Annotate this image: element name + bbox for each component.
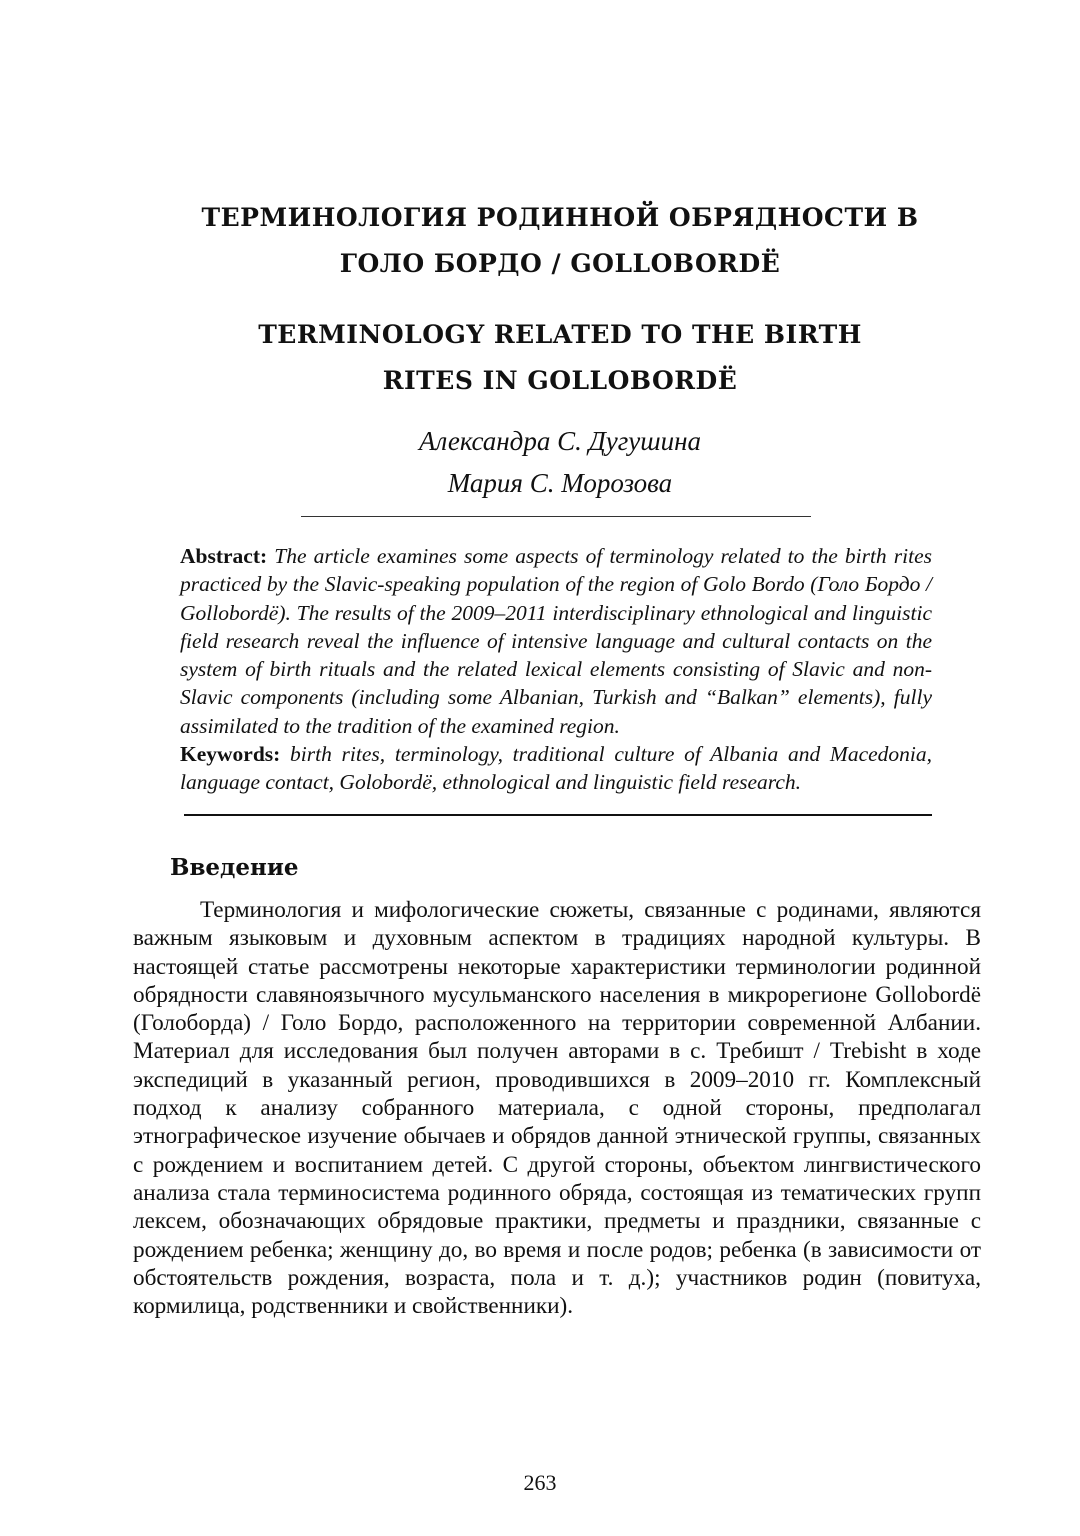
abstract-text: The article examines some aspects of terminology related to the birth rites practiced by the Slavic-speaking population of the region of Golo Bordo (Голо Бордо / Gollobordë). The results of the 2009–2011 interdisciplinary ethnological and linguistic field research reveal the influence of intensive language and cultural contacts on the system of birth rituals and the related lexical elements consisting of Slavic and non-Slavic components (including some Albanian, Turkish and “Balkan” elements), fully assimilated to the tradition of the examined region. bbox=[180, 544, 932, 738]
title-english-line-2: RITES IN GOLLOBORDË bbox=[382, 366, 738, 395]
keywords-text: birth rites, terminology, traditional culture of Albania and Macedonia, language contact, Golobordë, ethnological and linguistic field research. bbox=[180, 742, 932, 795]
abstract-divider bbox=[184, 814, 932, 816]
abstract-paragraph bbox=[180, 542, 932, 740]
section-heading: Введение bbox=[170, 854, 299, 881]
page-number: 263 bbox=[523, 1470, 557, 1495]
author-list bbox=[120, 420, 1000, 504]
abstract-block bbox=[180, 542, 932, 797]
title-russian-line-2: ГОЛО БОРДО / GOLLOBORDË bbox=[339, 249, 781, 278]
author-name: Мария С. Морозова bbox=[447, 468, 673, 498]
author-name: Александра С. Дугушина bbox=[418, 426, 702, 456]
keywords-label: Keywords: bbox=[180, 742, 281, 767]
title-english-line-1: TERMINOLOGY RELATED TO THE BIRTH bbox=[258, 320, 862, 349]
author-divider bbox=[301, 516, 811, 517]
abstract-label: Abstract: bbox=[180, 544, 268, 568]
article-title-english bbox=[120, 312, 1000, 404]
title-russian-line-1: ТЕРМИНОЛОГИЯ РОДИННОЙ ОБРЯДНОСТИ В bbox=[201, 203, 919, 232]
body-paragraph: Терминология и мифологические сюжеты, связанные с родинами, являются важным языковым и духовным аспектом в традициях народной культуры. В настоящей статье рассмотрены некоторые характеристики терминологии родинной обрядности славяноязычного мусульманского населения в микрорегионе Gollobordë (Голоборда) / Голо Бордо, расположенного на территории современной Албании. Материал для исследования был получен авторами в с. Требишт / Trebisht в ходе экспедиций в указанный регион, проводившихся в 2009–2010 гг. Комплексный подход к анализу собранного материала, с одной стороны, предполагал этнографическое изучение обычаев и обрядов данной этнической группы, связанных с рождением и воспитанием детей. С другой стороны, объектом лингвистического анализа стала терминосистема родинного обряда, состоящая из тематических групп лексем, обозначающих обрядовые практики, предметы и праздники, связанные с рождением ребенка; женщину до, во время и после родов; ребенка (в зависимости от обстоятельств рождения, возраста, пола и т. д.); участников родин (повитуха, кормилица, родственники и свойственники). bbox=[133, 897, 981, 1320]
keywords-paragraph bbox=[180, 740, 932, 797]
article-title-russian bbox=[120, 195, 1000, 287]
